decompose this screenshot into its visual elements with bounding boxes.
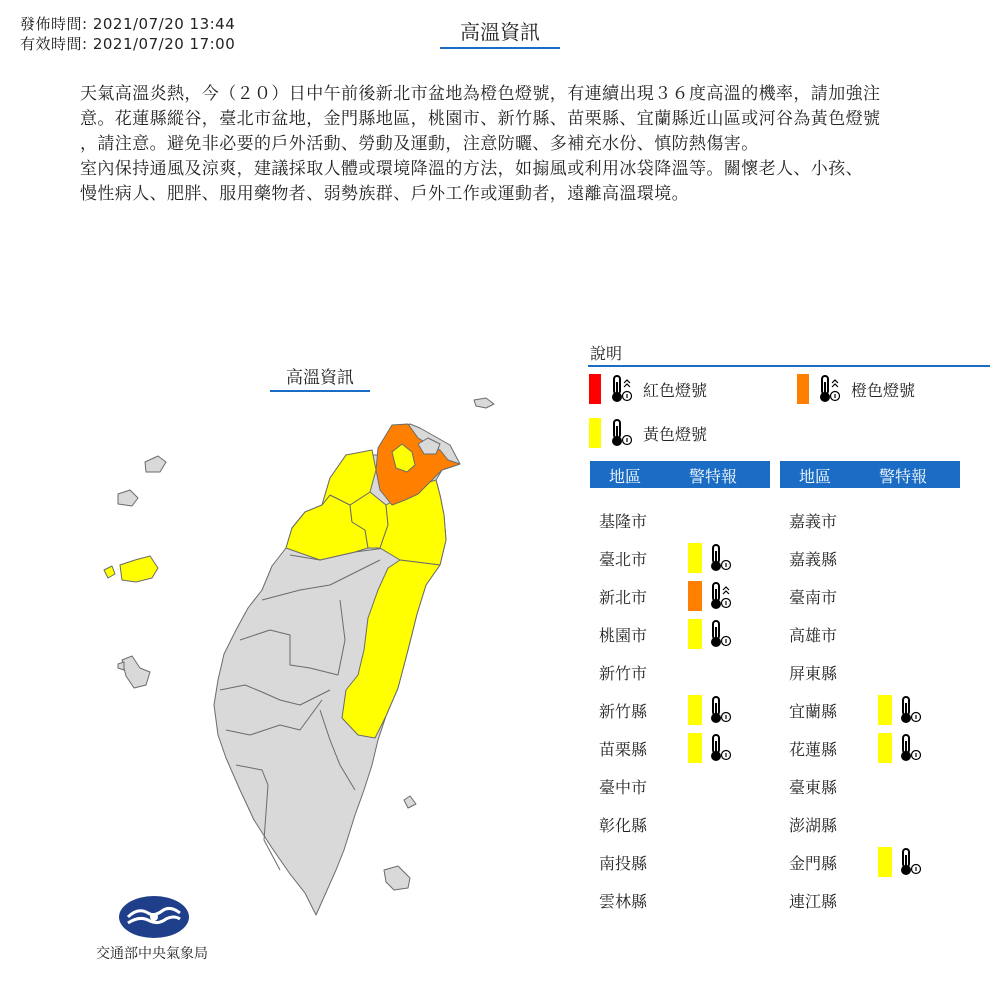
region-name: 新北市 bbox=[599, 588, 648, 607]
header-region: 地區 bbox=[799, 467, 832, 486]
map-title: 高溫資訊 bbox=[270, 366, 370, 392]
thermometer-high-icon bbox=[817, 374, 843, 404]
region-name: 臺中市 bbox=[599, 778, 648, 797]
region-name: 嘉義縣 bbox=[789, 550, 838, 569]
yellow-warning-bar bbox=[688, 733, 702, 763]
table-row bbox=[789, 805, 969, 843]
legend-item-yellow bbox=[589, 418, 707, 448]
legend-label: 橙色燈號 bbox=[851, 380, 916, 400]
region-name: 桃園市 bbox=[599, 626, 648, 645]
map-region-penghu-islet bbox=[118, 662, 124, 670]
map-region-kinmen bbox=[120, 556, 158, 582]
table-row bbox=[599, 805, 779, 843]
legend-label: 紅色燈號 bbox=[643, 380, 708, 400]
region-name: 臺北市 bbox=[599, 550, 648, 569]
map-region-penghu bbox=[122, 656, 150, 688]
header-warning: 警特報 bbox=[689, 467, 738, 486]
region-name: 新竹市 bbox=[599, 664, 648, 683]
table-row bbox=[599, 729, 779, 767]
thermometer-high-icon bbox=[609, 374, 635, 404]
table-row bbox=[789, 539, 969, 577]
legend-item-orange bbox=[797, 374, 915, 404]
map-region-orchid-island bbox=[384, 866, 410, 890]
table-row bbox=[599, 843, 779, 881]
orange-warning-bar bbox=[688, 581, 702, 611]
region-name: 南投縣 bbox=[599, 854, 648, 873]
table-row bbox=[599, 501, 779, 539]
table-row bbox=[599, 653, 779, 691]
legend-divider bbox=[588, 365, 990, 367]
thermometer-icon bbox=[708, 619, 734, 649]
map-region-kinmen-small bbox=[104, 566, 115, 578]
orange-swatch bbox=[797, 374, 809, 404]
map-region-guishan-island bbox=[474, 398, 494, 408]
yellow-warning-bar bbox=[688, 619, 702, 649]
table-row bbox=[599, 767, 779, 805]
thermometer-icon bbox=[708, 695, 734, 725]
thermometer-icon bbox=[708, 733, 734, 763]
description-line: 意。花蓮縣縱谷，臺北市盆地，金門縣地區，桃園市、新竹縣、苗栗縣、宜蘭縣近山區或河谷為黃色燈號 bbox=[80, 109, 881, 129]
header-region: 地區 bbox=[609, 467, 642, 486]
region-name: 高雄市 bbox=[789, 626, 838, 645]
thermometer-icon bbox=[898, 733, 924, 763]
table-row bbox=[789, 729, 969, 767]
region-name: 澎湖縣 bbox=[789, 816, 838, 835]
red-swatch bbox=[589, 374, 601, 404]
table-row bbox=[599, 691, 779, 729]
issued-time: 發佈時間: 2021/07/20 13:44 bbox=[20, 15, 236, 33]
map-region-green-island bbox=[404, 796, 416, 808]
region-name: 連江縣 bbox=[789, 892, 838, 911]
thermometer-high-icon bbox=[708, 581, 734, 611]
table-row bbox=[599, 615, 779, 653]
region-name: 嘉義市 bbox=[789, 512, 838, 531]
yellow-swatch bbox=[589, 418, 601, 448]
table-row bbox=[599, 881, 779, 919]
table-row bbox=[789, 881, 969, 919]
description-line: 室內保持通風及涼爽，建議採取人體或環境降溫的方法，如搧風或利用冰袋降溫等。關懷老人、小孩、 bbox=[80, 159, 863, 179]
map-region-matsu-south bbox=[118, 490, 138, 506]
description-line: 慢性病人、肥胖、服用藥物者、弱勢族群、戶外工作或運動者，遠離高溫環境。 bbox=[80, 184, 689, 204]
region-name: 宜蘭縣 bbox=[789, 702, 838, 721]
region-name: 彰化縣 bbox=[599, 816, 648, 835]
valid-time: 有效時間: 2021/07/20 17:00 bbox=[20, 35, 236, 53]
table-row bbox=[599, 577, 779, 615]
description-line: ，請注意。避免非必要的戶外活動、勞動及運動，注意防曬、多補充水份、慎防熱傷害。 bbox=[80, 134, 759, 154]
thermometer-icon bbox=[609, 418, 635, 448]
region-name: 花蓮縣 bbox=[789, 740, 838, 759]
table-row bbox=[789, 615, 969, 653]
table-row bbox=[789, 843, 969, 881]
yellow-warning-bar bbox=[688, 695, 702, 725]
table-row bbox=[789, 691, 969, 729]
table-row bbox=[789, 501, 969, 539]
legend-item-red bbox=[589, 374, 707, 404]
region-name: 金門縣 bbox=[789, 854, 838, 873]
table-header-left bbox=[590, 461, 770, 488]
table-row bbox=[789, 767, 969, 805]
agency-name: 交通部中央氣象局 bbox=[96, 946, 208, 962]
thermometer-icon bbox=[708, 543, 734, 573]
description-line: 天氣高溫炎熱，今（２０）日中午前後新北市盆地為橙色燈號，有連續出現３６度高溫的機率，請加強注 bbox=[80, 84, 881, 104]
yellow-warning-bar bbox=[688, 543, 702, 573]
header-warning: 警特報 bbox=[879, 467, 928, 486]
region-name: 屏東縣 bbox=[789, 664, 838, 683]
region-name: 新竹縣 bbox=[599, 702, 648, 721]
region-name: 基隆市 bbox=[599, 512, 648, 531]
map-region-matsu bbox=[145, 456, 166, 472]
legend-label: 黃色燈號 bbox=[643, 424, 708, 444]
table-row bbox=[789, 577, 969, 615]
page-title: 高溫資訊 bbox=[440, 18, 560, 49]
region-name: 臺南市 bbox=[789, 588, 838, 607]
yellow-warning-bar bbox=[878, 733, 892, 763]
region-name: 臺東縣 bbox=[789, 778, 838, 797]
region-name: 雲林縣 bbox=[599, 892, 648, 911]
yellow-warning-bar bbox=[878, 695, 892, 725]
legend-title: 說明 bbox=[590, 344, 623, 363]
region-name: 苗栗縣 bbox=[599, 740, 648, 759]
yellow-warning-bar bbox=[878, 847, 892, 877]
table-row bbox=[789, 653, 969, 691]
thermometer-icon bbox=[898, 695, 924, 725]
cwb-logo-icon bbox=[118, 895, 190, 939]
table-row bbox=[599, 539, 779, 577]
thermometer-icon bbox=[898, 847, 924, 877]
table-header-right bbox=[780, 461, 960, 488]
